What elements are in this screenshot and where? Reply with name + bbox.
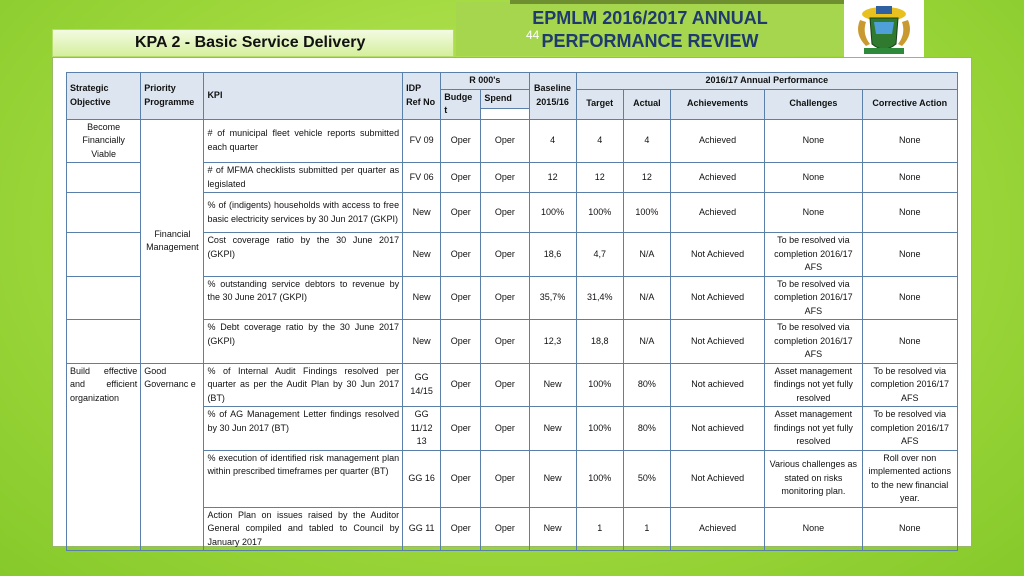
header-accent-line [510,0,844,4]
baseline-cell: New [529,363,576,407]
target-cell: 100% [576,450,623,507]
corrective-cell: Roll over non implemented actions to the new financial year. [862,450,957,507]
budget-cell: Oper [441,276,481,320]
actual-cell: 80% [623,407,670,451]
corrective-cell: None [862,193,957,233]
priority-programme-cell: Good Governanc e [141,363,204,551]
challenges-cell: None [765,193,862,233]
kpi-cell: % execution of identified risk management plan within prescribed timeframes per quarter (BT) [204,450,403,507]
idp-cell: FV 09 [403,119,441,163]
spend-cell: Oper [481,119,529,163]
strategic-objective-cell [67,233,141,277]
page-number: 44 [526,28,540,42]
performance-table [66,72,958,551]
achievements-cell: Achieved [670,507,764,551]
actual-cell: N/A [623,233,670,277]
achievements-cell: Achieved [670,119,764,163]
actual-cell: 4 [623,119,670,163]
challenges-cell: To be resolved via completion 2016/17 AFS [765,276,862,320]
achievements-cell: Not achieved [670,363,764,407]
table-row [67,363,958,407]
corrective-cell: None [862,320,957,364]
table-row [67,119,958,163]
baseline-cell: New [529,450,576,507]
corrective-cell: None [862,163,957,193]
budget-cell: Oper [441,119,481,163]
challenges-cell: To be resolved via completion 2016/17 AFS [765,233,862,277]
baseline-cell: 4 [529,119,576,163]
actual-cell: N/A [623,276,670,320]
strategic-objective-cell [67,193,141,233]
header-budget: Budge t [441,89,481,119]
baseline-cell: New [529,507,576,551]
budget-cell: Oper [441,363,481,407]
spend-cell: Oper [481,363,529,407]
budget-cell: Oper [441,507,481,551]
corrective-cell: None [862,233,957,277]
achievements-cell: Achieved [670,193,764,233]
header-priority-programme: Priority Programme [141,73,204,120]
budget-cell: Oper [441,233,481,277]
actual-cell: N/A [623,320,670,364]
idp-cell: New [403,320,441,364]
kpi-cell: % of (indigents) households with access to free basic electricity services by 30 Jun 2017 (GKPI) [204,193,403,233]
baseline-cell: 12,3 [529,320,576,364]
strategic-objective-cell: Build effective and efficient organization [67,363,141,551]
challenges-cell: None [765,507,862,551]
corrective-cell: To be resolved via completion 2016/17 AFS [862,363,957,407]
target-cell: 4,7 [576,233,623,277]
idp-cell: GG 11 [403,507,441,551]
header-baseline: Baseline 2015/16 [529,73,576,120]
idp-cell: GG 14/15 [403,363,441,407]
header-strategic-objective: Strategic Objective [67,73,141,120]
spend-cell: Oper [481,407,529,451]
spend-cell: Oper [481,163,529,193]
idp-cell: New [403,276,441,320]
municipal-crest-icon [844,0,924,60]
target-cell: 100% [576,193,623,233]
kpi-cell: # of municipal fleet vehicle reports submitted each quarter [204,119,403,163]
idp-cell: FV 06 [403,163,441,193]
challenges-cell: Asset management findings not yet fully resolved [765,363,862,407]
budget-cell: Oper [441,450,481,507]
corrective-cell: To be resolved via completion 2016/17 AFS [862,407,957,451]
priority-programme-cell: Financial Management [141,119,204,363]
spend-cell: Oper [481,450,529,507]
budget-cell: Oper [441,407,481,451]
header-achievements: Achievements [670,89,764,119]
budget-cell: Oper [441,193,481,233]
target-cell: 100% [576,363,623,407]
kpi-cell: % of AG Management Letter findings resolved by 30 Jun 2017 (BT) [204,407,403,451]
challenges-cell: To be resolved via completion 2016/17 AFS [765,320,862,364]
header-challenges: Challenges [765,89,862,119]
challenges-cell: Various challenges as stated on risks monitoring plan. [765,450,862,507]
spend-cell: Oper [481,193,529,233]
kpi-cell: % Debt coverage ratio by the 30 June 2017 (GKPI) [204,320,403,364]
actual-cell: 12 [623,163,670,193]
kpi-cell: Cost coverage ratio by the 30 June 2017 (GKPI) [204,233,403,277]
achievements-cell: Not achieved [670,407,764,451]
achievements-cell: Not Achieved [670,233,764,277]
baseline-cell: 35,7% [529,276,576,320]
header-actual: Actual [623,89,670,119]
achievements-cell: Not Achieved [670,320,764,364]
header-target: Target [576,89,623,119]
budget-cell: Oper [441,320,481,364]
strategic-objective-cell [67,320,141,364]
challenges-cell: None [765,163,862,193]
target-cell: 31,4% [576,276,623,320]
target-cell: 4 [576,119,623,163]
kpi-cell: # of MFMA checklists submitted per quarter as legislated [204,163,403,193]
header-idp-ref: IDP Ref No [403,73,441,120]
actual-cell: 80% [623,363,670,407]
page-title-line1: EPMLM 2016/2017 ANNUAL [532,8,768,28]
target-cell: 1 [576,507,623,551]
spend-cell: Oper [481,320,529,364]
achievements-cell: Not Achieved [670,450,764,507]
header-spend-spacer [481,108,529,119]
strategic-objective-cell [67,276,141,320]
page-title-line2: PERFORMANCE REVIEW [541,31,759,51]
header-r000: R 000's [441,73,529,90]
corrective-cell: None [862,276,957,320]
baseline-cell: New [529,407,576,451]
kpa-title: KPA 2 - Basic Service Delivery [135,34,366,51]
idp-cell: GG 16 [403,450,441,507]
kpi-cell: Action Plan on issues raised by the Auditor General compiled and tabled to Council by January 2017 [204,507,403,551]
strategic-objective-cell [67,163,141,193]
spend-cell: Oper [481,507,529,551]
spend-cell: Oper [481,276,529,320]
corrective-cell: None [862,507,957,551]
header-corrective-action: Corrective Action [862,89,957,119]
header-kpi: KPI [204,73,403,120]
budget-cell: Oper [441,163,481,193]
kpa-banner [52,29,454,57]
idp-cell: GG 11/12 13 [403,407,441,451]
header-spend: Spend [481,89,529,108]
kpi-cell: % of Internal Audit Findings resolved per quarter as per the Audit Plan by 30 Jun 2017 (BT) [204,363,403,407]
baseline-cell: 100% [529,193,576,233]
actual-cell: 1 [623,507,670,551]
challenges-cell: Asset management findings not yet fully resolved [765,407,862,451]
kpi-cell: % outstanding service debtors to revenue by the 30 June 2017 (GKPI) [204,276,403,320]
actual-cell: 100% [623,193,670,233]
idp-cell: New [403,233,441,277]
challenges-cell: None [765,119,862,163]
spend-cell: Oper [481,233,529,277]
baseline-cell: 18,6 [529,233,576,277]
corrective-cell: None [862,119,957,163]
strategic-objective-cell: Become Financially Viable [67,119,141,163]
idp-cell: New [403,193,441,233]
achievements-cell: Not Achieved [670,276,764,320]
table-header-row [67,73,958,90]
achievements-cell: Achieved [670,163,764,193]
target-cell: 12 [576,163,623,193]
header-annual-performance: 2016/17 Annual Performance [576,73,957,90]
actual-cell: 50% [623,450,670,507]
target-cell: 18,8 [576,320,623,364]
target-cell: 100% [576,407,623,451]
baseline-cell: 12 [529,163,576,193]
